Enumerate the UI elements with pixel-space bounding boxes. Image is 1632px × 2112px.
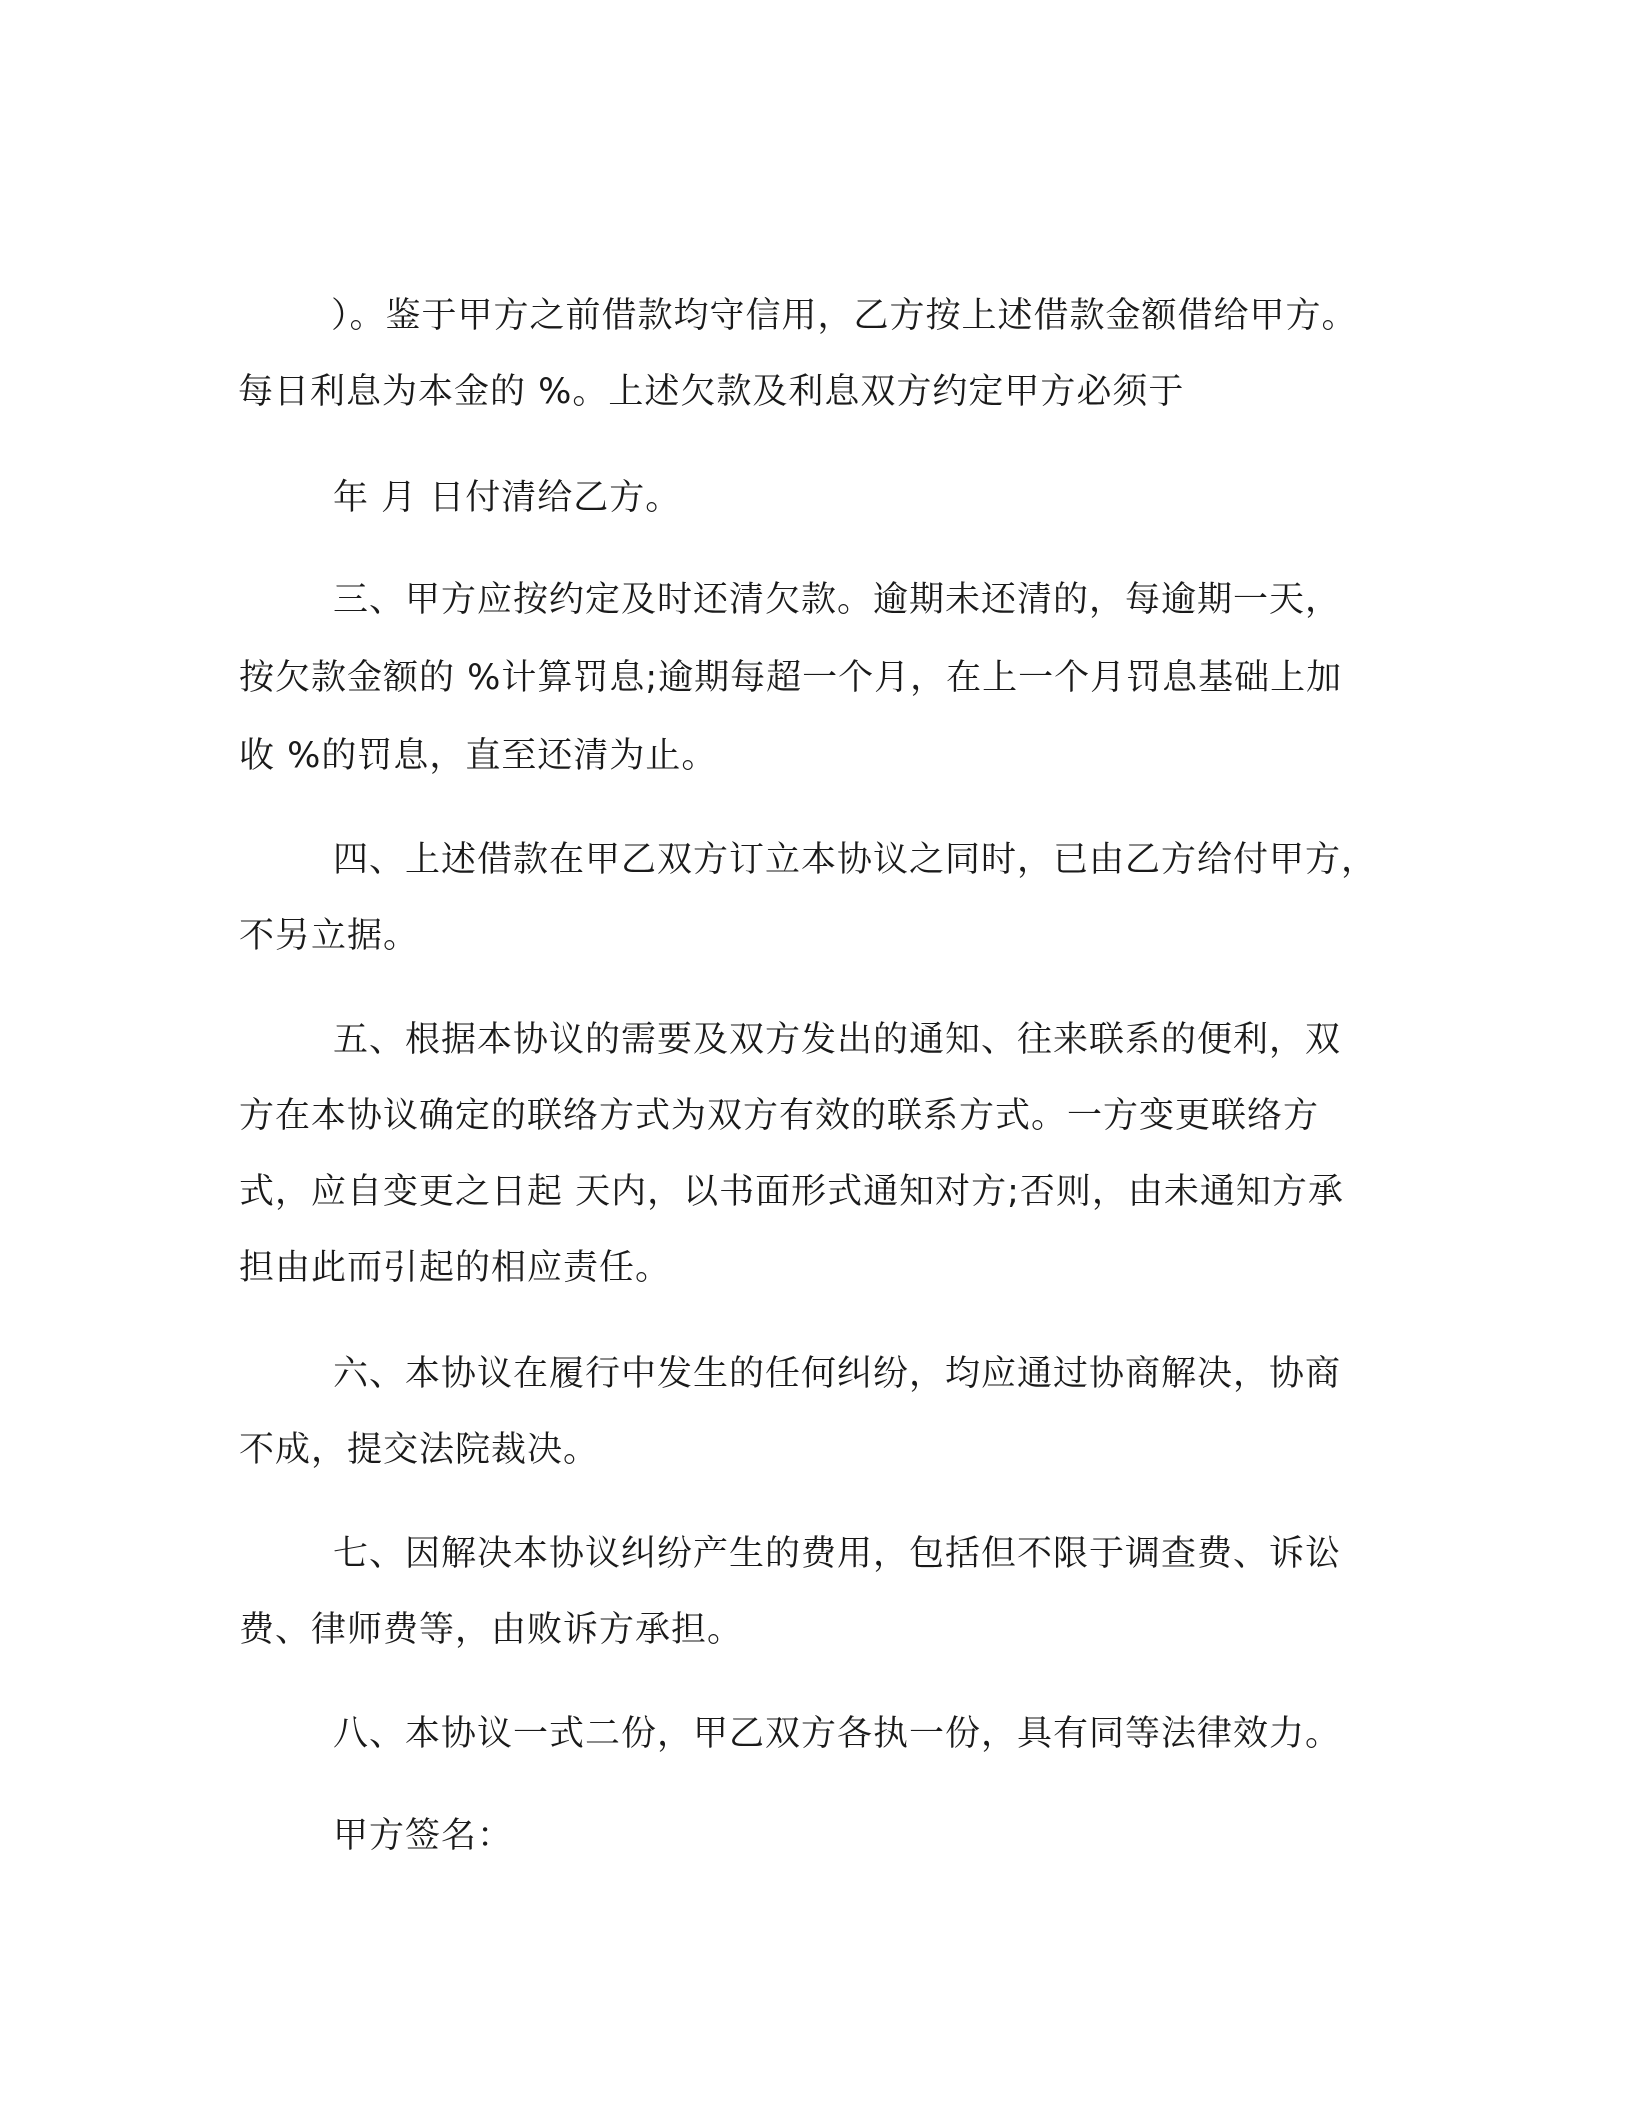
clause-4-line-2: 不另立据。 [239, 916, 420, 956]
clause-4-line-1: 四、上述借款在甲乙双方订立本协议之同时，已由乙方给付甲方， [333, 840, 1378, 880]
clause-8-line-1: 八、本协议一式二份，甲乙双方各执一份，具有同等法律效力。 [333, 1714, 1342, 1754]
clause-3-line-2: 按欠款金额的 %计算罚息;逾期每超一个月，在上一个月罚息基础上加 [239, 658, 1343, 698]
clause-5-line-4: 担由此而引起的相应责任。 [239, 1248, 672, 1288]
clause-5-line-3: 式，应自变更之日起 天内，以书面形式通知对方;否则，由未通知方承 [239, 1172, 1344, 1212]
clause-3-line-1: 三、甲方应按约定及时还清欠款。逾期未还清的，每逾期一天， [333, 580, 1342, 620]
paragraph-2-line-2: 每日利息为本金的 %。上述欠款及利息双方约定甲方必须于 [238, 372, 1185, 412]
clause-6-line-2: 不成，提交法院裁决。 [239, 1430, 600, 1470]
clause-7-line-1: 七、因解决本协议纠纷产生的费用，包括但不限于调查费、诉讼 [333, 1534, 1342, 1574]
clause-3-line-3: 收 %的罚息，直至还清为止。 [239, 736, 718, 776]
clause-5-line-2: 方在本协议确定的联络方式为双方有效的联系方式。一方变更联络方 [239, 1096, 1320, 1136]
clause-6-line-1: 六、本协议在履行中发生的任何纠纷，均应通过协商解决，协商 [333, 1354, 1342, 1394]
party-a-signature-label: 甲方签名： [333, 1816, 514, 1856]
paragraph-2-line-3: 年 月 日付清给乙方。 [333, 478, 682, 518]
clause-7-line-2: 费、律师费等，由败诉方承担。 [239, 1610, 744, 1650]
paragraph-2-line-1: ）。鉴于甲方之前借款均守信用，乙方按上述借款金额借给甲方。 [331, 296, 1358, 336]
clause-5-line-1: 五、根据本协议的需要及双方发出的通知、往来联系的便利，双 [333, 1020, 1342, 1060]
